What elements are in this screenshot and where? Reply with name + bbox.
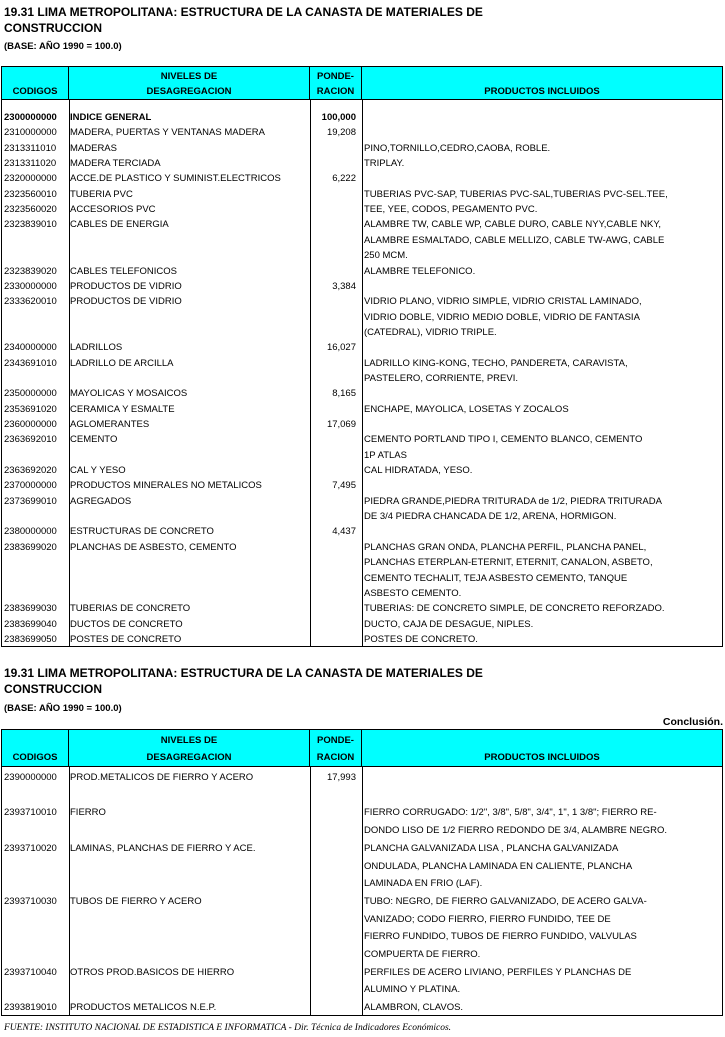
header-niveles: NIVELES DE DESAGREGACION: [69, 67, 310, 99]
title-line-1: 19.31 LIMA METROPOLITANA: ESTRUCTURA DE LA CANASTA DE MATERIALES DE: [4, 5, 483, 19]
cell-code: 2363692020: [4, 465, 57, 477]
cell-productos: DE 3/4 PIEDRA CHANCADA DE 1/2, ARENA, HORMIGON.: [364, 511, 617, 523]
base-note-2: (BASE: AÑO 1990 = 100.0): [4, 703, 122, 714]
cell-description: ACCE.DE PLASTICO Y SUMINIST.ELECTRICOS: [70, 173, 281, 185]
table-2-body: [2, 767, 722, 1016]
cell-description: TUBOS DE FIERRO Y ACERO: [70, 895, 202, 907]
header-2-productos: PRODUCTOS INCLUIDOS: [484, 752, 600, 763]
title-2-line-2: CONSTRUCCION: [4, 682, 102, 696]
cell-code: 2343691010: [4, 357, 57, 369]
cell-description: LADRILLOS: [70, 342, 123, 354]
cell-ponderacion: 17,993: [326, 772, 356, 783]
cell-description: POSTES DE CONCRETO: [70, 633, 182, 645]
cell-description: MADERAS: [70, 142, 117, 154]
cell-productos: LADRILLO KING-KONG, TECHO, PANDERETA, CARAVISTA,: [364, 357, 628, 369]
cell-code: 2300000000: [4, 112, 57, 123]
cell-productos: VIDRIO DOBLE, VIDRIO MEDIO DOBLE, VIDRIO DE FANTASIA: [364, 311, 640, 323]
cell-code: 2333620010: [4, 296, 57, 308]
cell-productos: 250 MCM.: [364, 250, 408, 262]
table-1-header: [2, 67, 722, 100]
page-title: [4, 4, 604, 36]
cell-code: 2313311020: [4, 158, 57, 170]
cell-code: 2323560020: [4, 204, 57, 216]
cell-description: LAMINAS, PLANCHAS DE FIERRO Y ACE.: [70, 842, 256, 854]
cell-code: 2323560010: [4, 188, 57, 200]
title-2-line-1: 19.31 LIMA METROPOLITANA: ESTRUCTURA DE LA CANASTA DE MATERIALES DE: [4, 666, 483, 680]
cell-description: PRODUCTOS DE VIDRIO: [70, 296, 182, 308]
cell-code: 2383699020: [4, 541, 57, 553]
cell-description: CERAMICA Y ESMALTE: [70, 403, 175, 415]
cell-productos: TUBERIAS: DE CONCRETO SIMPLE, DE CONCRETO REFORZADO.: [364, 603, 665, 615]
table-1-body: [2, 100, 722, 647]
cell-description: CABLES DE ENERGIA: [70, 219, 169, 231]
header-productos: PRODUCTOS INCLUIDOS: [484, 86, 600, 97]
cell-code: 2350000000: [4, 388, 57, 400]
cell-code: 2330000000: [4, 280, 57, 292]
cell-ponderacion: 4,437: [332, 526, 356, 538]
cell-code: 2380000000: [4, 526, 57, 538]
cell-description: PRODUCTOS MINERALES NO METALICOS: [70, 480, 262, 492]
cell-code: 2323839020: [4, 265, 57, 277]
cell-productos: DUCTO, CAJA DE DESAGUE, NIPLES.: [364, 618, 534, 630]
cell-description: ESTRUCTURAS DE CONCRETO: [70, 526, 214, 538]
cell-productos: TUBERIAS PVC-SAP, TUBERIAS PVC-SAL,TUBERIAS PVC-SEL.TEE,: [364, 188, 668, 200]
cell-productos: VANIZADO; CODO FIERRO, FIERRO FUNDIDO, TEE DE: [364, 913, 611, 925]
cell-productos: 1P ATLAS: [364, 449, 407, 461]
source-footer: FUENTE: INSTITUTO NACIONAL DE ESTADISTICA E INFORMATICA - Dir. Técnica de Indicadores Económicos.: [4, 1023, 452, 1033]
cell-description: MADERA, PUERTAS Y VENTANAS MADERA: [70, 127, 265, 139]
cell-description: PLANCHAS DE ASBESTO, CEMENTO: [70, 541, 237, 553]
cell-ponderacion: 7,495: [332, 480, 356, 492]
base-note: (BASE: AÑO 1990 = 100.0): [4, 41, 122, 52]
cell-productos: PLANCHAS ETERPLAN-ETERNIT, ETERNIT, CANALON, ASBETO,: [364, 557, 653, 569]
cell-code: 2370000000: [4, 480, 57, 492]
cell-ponderacion: 17,069: [326, 419, 356, 430]
cell-productos: POSTES DE CONCRETO.: [364, 633, 478, 645]
page-title-2: [4, 665, 604, 697]
cell-productos: COMPUERTA DE FIERRO.: [364, 949, 481, 960]
cell-code: 2393819010: [4, 1002, 57, 1014]
title-line-2: CONSTRUCCION: [4, 21, 102, 35]
cell-ponderacion: 8,165: [332, 388, 356, 400]
cell-productos: DONDO LISO DE 1/2 FIERRO REDONDO DE 3/4, ALAMBRE NEGRO.: [364, 825, 668, 837]
cell-productos: TUBO: NEGRO, DE FIERRO GALVANIZADO, DE ACERO GALVA-: [364, 895, 647, 907]
cell-productos: PIEDRA GRANDE,PIEDRA TRITURADA de 1/2, PIEDRA TRITURADA: [364, 495, 662, 507]
cell-productos: LAMINADA EN FRIO (LAF).: [364, 878, 483, 890]
cell-productos: ENCHAPE, MAYOLICA, LOSETAS Y ZOCALOS: [364, 403, 569, 415]
table-2: [1, 729, 723, 1016]
header-2-ponderacion: PONDE- RACION: [310, 730, 362, 766]
cell-productos: (CATEDRAL), VIDRIO TRIPLE.: [364, 326, 497, 338]
cell-code: 2393710030: [4, 895, 57, 907]
cell-productos: ALAMBRON, CLAVOS.: [364, 1002, 464, 1014]
cell-code: 2323839010: [4, 219, 57, 231]
table-1: [1, 66, 723, 647]
cell-description: FIERRO: [70, 807, 106, 819]
cell-ponderacion: 100,000: [321, 112, 356, 123]
header-codigos: CODIGOS: [2, 67, 69, 99]
cell-productos: PASTELERO, CORRIENTE, PREVI.: [364, 372, 518, 384]
cell-ponderacion: 19,208: [326, 127, 356, 139]
cell-productos: CEMENTO TECHALIT, TEJA ASBESTO CEMENTO, TANQUE: [364, 572, 628, 584]
cell-description: AGLOMERANTES: [70, 419, 150, 430]
cell-code: 2353691020: [4, 403, 57, 415]
cell-code: 2383699050: [4, 633, 57, 645]
cell-code: 2313311010: [4, 142, 57, 154]
cell-productos: FIERRO CORRUGADO: 1/2", 3/8", 5/8", 3/4", 1", 1 3/8"; FIERRO RE-: [364, 807, 657, 819]
cell-code: 2373699010: [4, 495, 57, 507]
cell-description: CEMENTO: [70, 434, 118, 446]
cell-productos: CEMENTO PORTLAND TIPO I, CEMENTO BLANCO, CEMENTO: [364, 434, 643, 446]
cell-description: LADRILLO DE ARCILLA: [70, 357, 174, 369]
cell-ponderacion: 3,384: [332, 280, 356, 292]
cell-ponderacion: 6,222: [332, 173, 356, 185]
cell-description: PROD.METALICOS DE FIERRO Y ACERO: [70, 772, 254, 783]
header-ponderacion: PONDE- RACION: [310, 67, 362, 99]
cell-productos: ALAMBRE ESMALTADO, CABLE MELLIZO, CABLE TW-AWG, CABLE: [364, 234, 665, 246]
cell-productos: ALAMBRE TW, CABLE WP, CABLE DURO, CABLE NYY,CABLE NKY,: [364, 219, 662, 231]
cell-productos: ASBESTO CEMENTO.: [364, 587, 462, 599]
header-2-codigos: CODIGOS: [2, 730, 69, 766]
cell-description: ACCESORIOS PVC: [70, 204, 156, 216]
cell-code: 2393710020: [4, 842, 57, 854]
conclusion-label: Conclusión.: [662, 716, 723, 728]
cell-description: CABLES TELEFONICOS: [70, 265, 177, 277]
cell-code: 2383699030: [4, 603, 57, 615]
cell-code: 2320000000: [4, 173, 57, 185]
cell-description: TUBERIA PVC: [70, 188, 133, 200]
cell-productos: ONDULADA, PLANCHA LAMINADA EN CALIENTE, PLANCHA: [364, 860, 633, 872]
cell-code: 2363692010: [4, 434, 57, 446]
cell-description: PRODUCTOS DE VIDRIO: [70, 280, 182, 292]
cell-code: 2340000000: [4, 342, 57, 354]
cell-productos: ALUMINO Y PLATINA.: [364, 984, 461, 996]
cell-code: 2360000000: [4, 419, 57, 430]
cell-code: 2393710040: [4, 966, 57, 978]
cell-productos: FIERRO FUNDIDO, TUBOS DE FIERRO FUNDIDO, VALVULAS: [364, 931, 637, 943]
cell-ponderacion: 16,027: [326, 342, 356, 354]
cell-code: 2393710010: [4, 807, 57, 819]
cell-productos: PLANCHAS GRAN ONDA, PLANCHA PERFIL, PLANCHA PANEL,: [364, 541, 647, 553]
cell-code: 2390000000: [4, 772, 57, 783]
cell-description: OTROS PROD.BASICOS DE HIERRO: [70, 966, 235, 978]
cell-productos: CAL HIDRATADA, YESO.: [364, 465, 473, 477]
cell-productos: ALAMBRE TELEFONICO.: [364, 265, 476, 277]
cell-description: INDICE GENERAL: [70, 112, 152, 123]
cell-description: PRODUCTOS METALICOS N.E.P.: [70, 1002, 217, 1014]
cell-description: AGREGADOS: [70, 495, 132, 507]
cell-description: TUBERIAS DE CONCRETO: [70, 603, 191, 615]
cell-productos: PINO,TORNILLO,CEDRO,CAOBA, ROBLE.: [364, 142, 551, 154]
cell-productos: PLANCHA GALVANIZADA LISA , PLANCHA GALVANIZADA: [364, 842, 619, 854]
cell-productos: TRIPLAY.: [364, 158, 405, 170]
cell-description: MADERA TERCIADA: [70, 158, 161, 170]
cell-code: 2383699040: [4, 618, 57, 630]
cell-description: DUCTOS DE CONCRETO: [70, 618, 183, 630]
header-2-niveles: NIVELES DE DESAGREGACION: [69, 730, 310, 766]
cell-productos: VIDRIO PLANO, VIDRIO SIMPLE, VIDRIO CRISTAL LAMINADO,: [364, 296, 642, 308]
cell-description: CAL Y YESO: [70, 465, 126, 477]
table-2-header: [2, 730, 722, 767]
cell-productos: TEE, YEE, CODOS, PEGAMENTO PVC.: [364, 204, 538, 216]
cell-description: MAYOLICAS Y MOSAICOS: [70, 388, 188, 400]
cell-productos: PERFILES DE ACERO LIVIANO, PERFILES Y PLANCHAS DE: [364, 966, 632, 978]
cell-code: 2310000000: [4, 127, 57, 139]
